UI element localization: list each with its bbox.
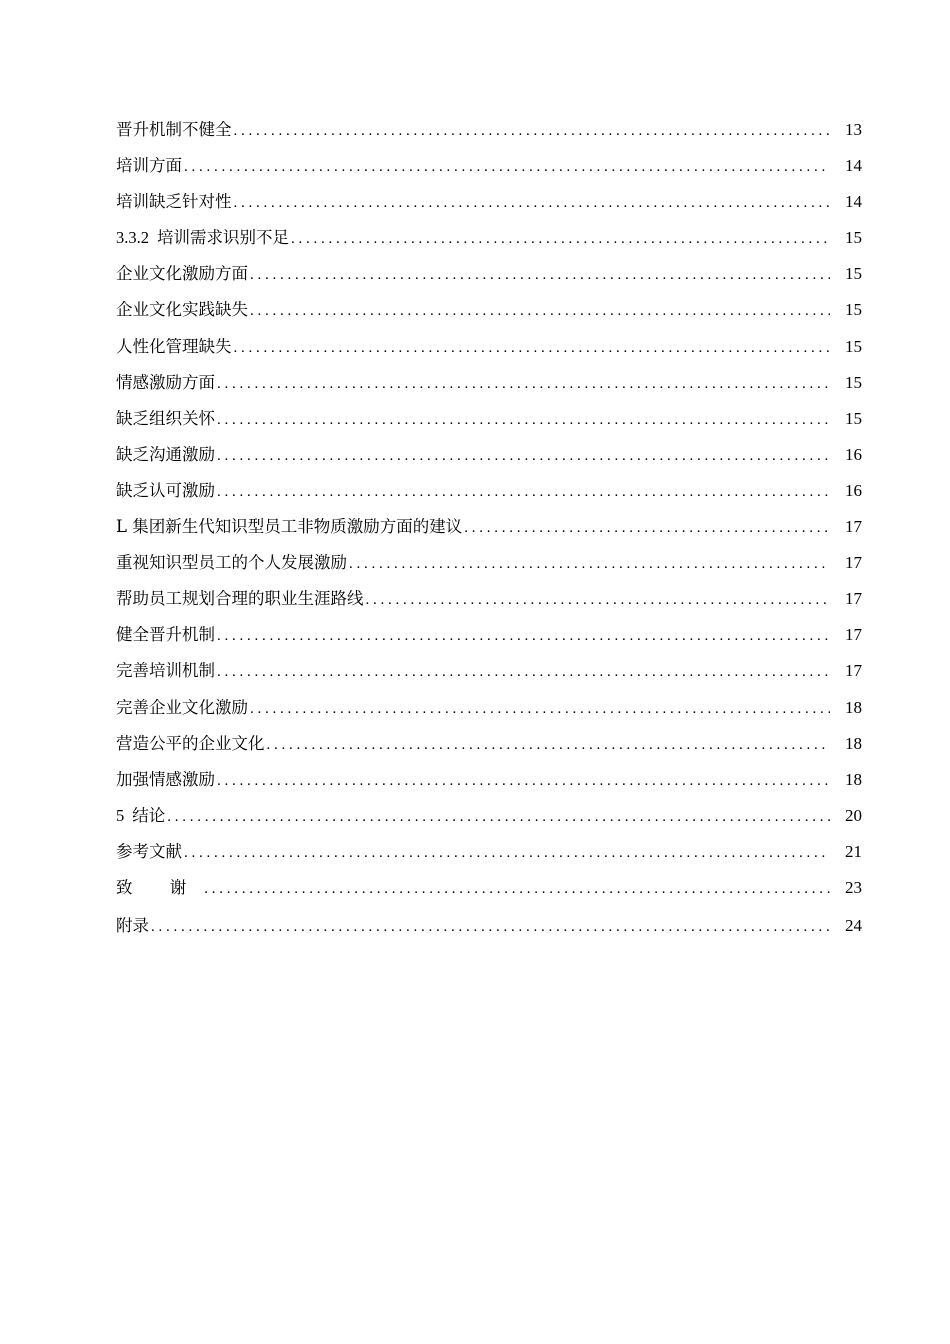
toc-entry-title: 完善培训机制 [116,661,215,681]
toc-entry[interactable] [116,549,862,585]
toc-entry-page: 17 [845,589,862,609]
toc-entry[interactable] [116,333,862,369]
toc-entry[interactable] [116,766,862,802]
toc-entry-heading [116,802,165,830]
toc-entry-title: 帮助员工规划合理的职业生涯路线 [116,589,364,609]
toc-entry-page: 18 [845,733,862,753]
toc-dot-leader [204,875,830,903]
toc-entry-title: 加强情感激励 [116,769,215,789]
toc-entry-title: 企业文化激励方面 [116,264,248,284]
toc-entry[interactable] [116,116,862,152]
toc-entry-page: 16 [845,444,862,464]
toc-dot-leader [464,514,830,542]
toc-dot-leader [217,406,830,434]
toc-dot-leader [234,117,831,145]
toc-entry[interactable] [116,585,862,621]
toc-entry-title: 培训方面 [116,156,182,176]
toc-entry-title: 重视知识型员工的个人发展激励 [116,553,347,573]
toc-entry-page: 17 [845,553,862,573]
toc-entry[interactable] [116,369,862,405]
toc-entry-page: 23 [845,877,862,897]
toc-entry-title: 培训需求识别不足 [157,228,289,248]
toc-entry-title: 致 谢 [116,877,203,897]
toc-dot-leader [267,731,831,759]
toc-entry-page: 21 [845,841,862,861]
toc-entry[interactable] [116,441,862,477]
toc-dot-leader [217,442,830,470]
toc-entry-title: 缺乏沟通激励 [116,444,215,464]
toc-entry[interactable] [116,802,862,838]
toc-dot-leader [151,913,830,941]
toc-entry-title: 参考文献 [116,841,182,861]
toc-entry[interactable] [116,296,862,332]
toc-entry-title: 人性化管理缺失 [116,336,232,356]
toc-entry-page: 18 [845,769,862,789]
toc-entry-heading [116,224,289,252]
toc-dot-leader [184,839,830,867]
toc-entry-number: 5 [116,805,125,825]
toc-entry[interactable] [116,224,862,260]
toc-entry-page: 15 [845,336,862,356]
toc-entry-title: 营造公平的企业文化 [116,733,265,753]
toc-dot-leader [250,261,830,289]
toc-entry-page: 15 [845,228,862,248]
toc-entry-page: 13 [845,120,862,139]
toc-dot-leader [366,586,831,614]
toc-dot-leader [167,803,830,831]
toc-entry-title: 晋升机制不健全 [116,120,232,139]
toc-entry-title: 培训缺乏针对性 [116,192,232,212]
toc-entry[interactable] [116,405,862,441]
toc-entry[interactable] [116,912,862,948]
toc-dot-leader [217,658,830,686]
toc-entry-page: 24 [845,916,862,936]
toc-entry[interactable] [116,874,862,910]
toc-entry[interactable] [116,657,862,693]
toc-dot-leader [184,153,830,181]
toc-entry-page: 17 [845,517,862,537]
table-of-contents [116,116,862,948]
toc-entry-page: 16 [845,480,862,500]
toc-entry-page: 15 [845,408,862,428]
toc-entry-title: 缺乏认可激励 [116,480,215,500]
toc-entry-page: 15 [845,300,862,320]
toc-entry[interactable] [116,621,862,657]
toc-entry-title: 附录 [116,916,149,936]
toc-entry[interactable] [116,188,862,224]
toc-dot-leader [234,334,831,362]
toc-entry[interactable] [116,152,862,188]
toc-entry[interactable] [116,260,862,296]
toc-entry-page: 15 [845,372,862,392]
toc-entry-page: 20 [845,805,862,825]
toc-entry[interactable] [116,694,862,730]
toc-dot-leader [217,767,830,795]
toc-entry-title: 情感激励方面 [116,372,215,392]
toc-entry-title: 健全晋升机制 [116,625,215,645]
toc-entry[interactable] [116,477,862,513]
toc-entry-title: 结论 [132,805,166,825]
toc-entry-page: 17 [845,625,862,645]
toc-entry[interactable] [116,513,862,549]
toc-entry-page: 17 [845,661,862,681]
toc-entry-page: 14 [845,192,862,212]
toc-dot-leader [217,478,830,506]
toc-entry[interactable] [116,838,862,874]
toc-entry-page: 15 [845,264,862,284]
toc-dot-leader [217,370,830,398]
toc-dot-leader [250,297,830,325]
toc-dot-leader [291,225,830,253]
toc-entry-title: 缺乏组织关怀 [116,408,215,428]
toc-dot-leader [250,695,830,723]
toc-entry[interactable] [116,730,862,766]
toc-dot-leader [234,189,831,217]
toc-entry-title: L 集团新生代知识型员工非物质激励方面的建议 [116,517,463,537]
toc-entry-page: 18 [845,697,862,717]
toc-dot-leader [349,550,830,578]
toc-entry-title: 完善企业文化激励 [116,697,248,717]
toc-entry-title: 企业文化实践缺失 [116,300,248,320]
toc-dot-leader [217,622,830,650]
toc-entry-page: 14 [845,156,862,176]
toc-entry-number: 3.3.2 [116,228,149,248]
